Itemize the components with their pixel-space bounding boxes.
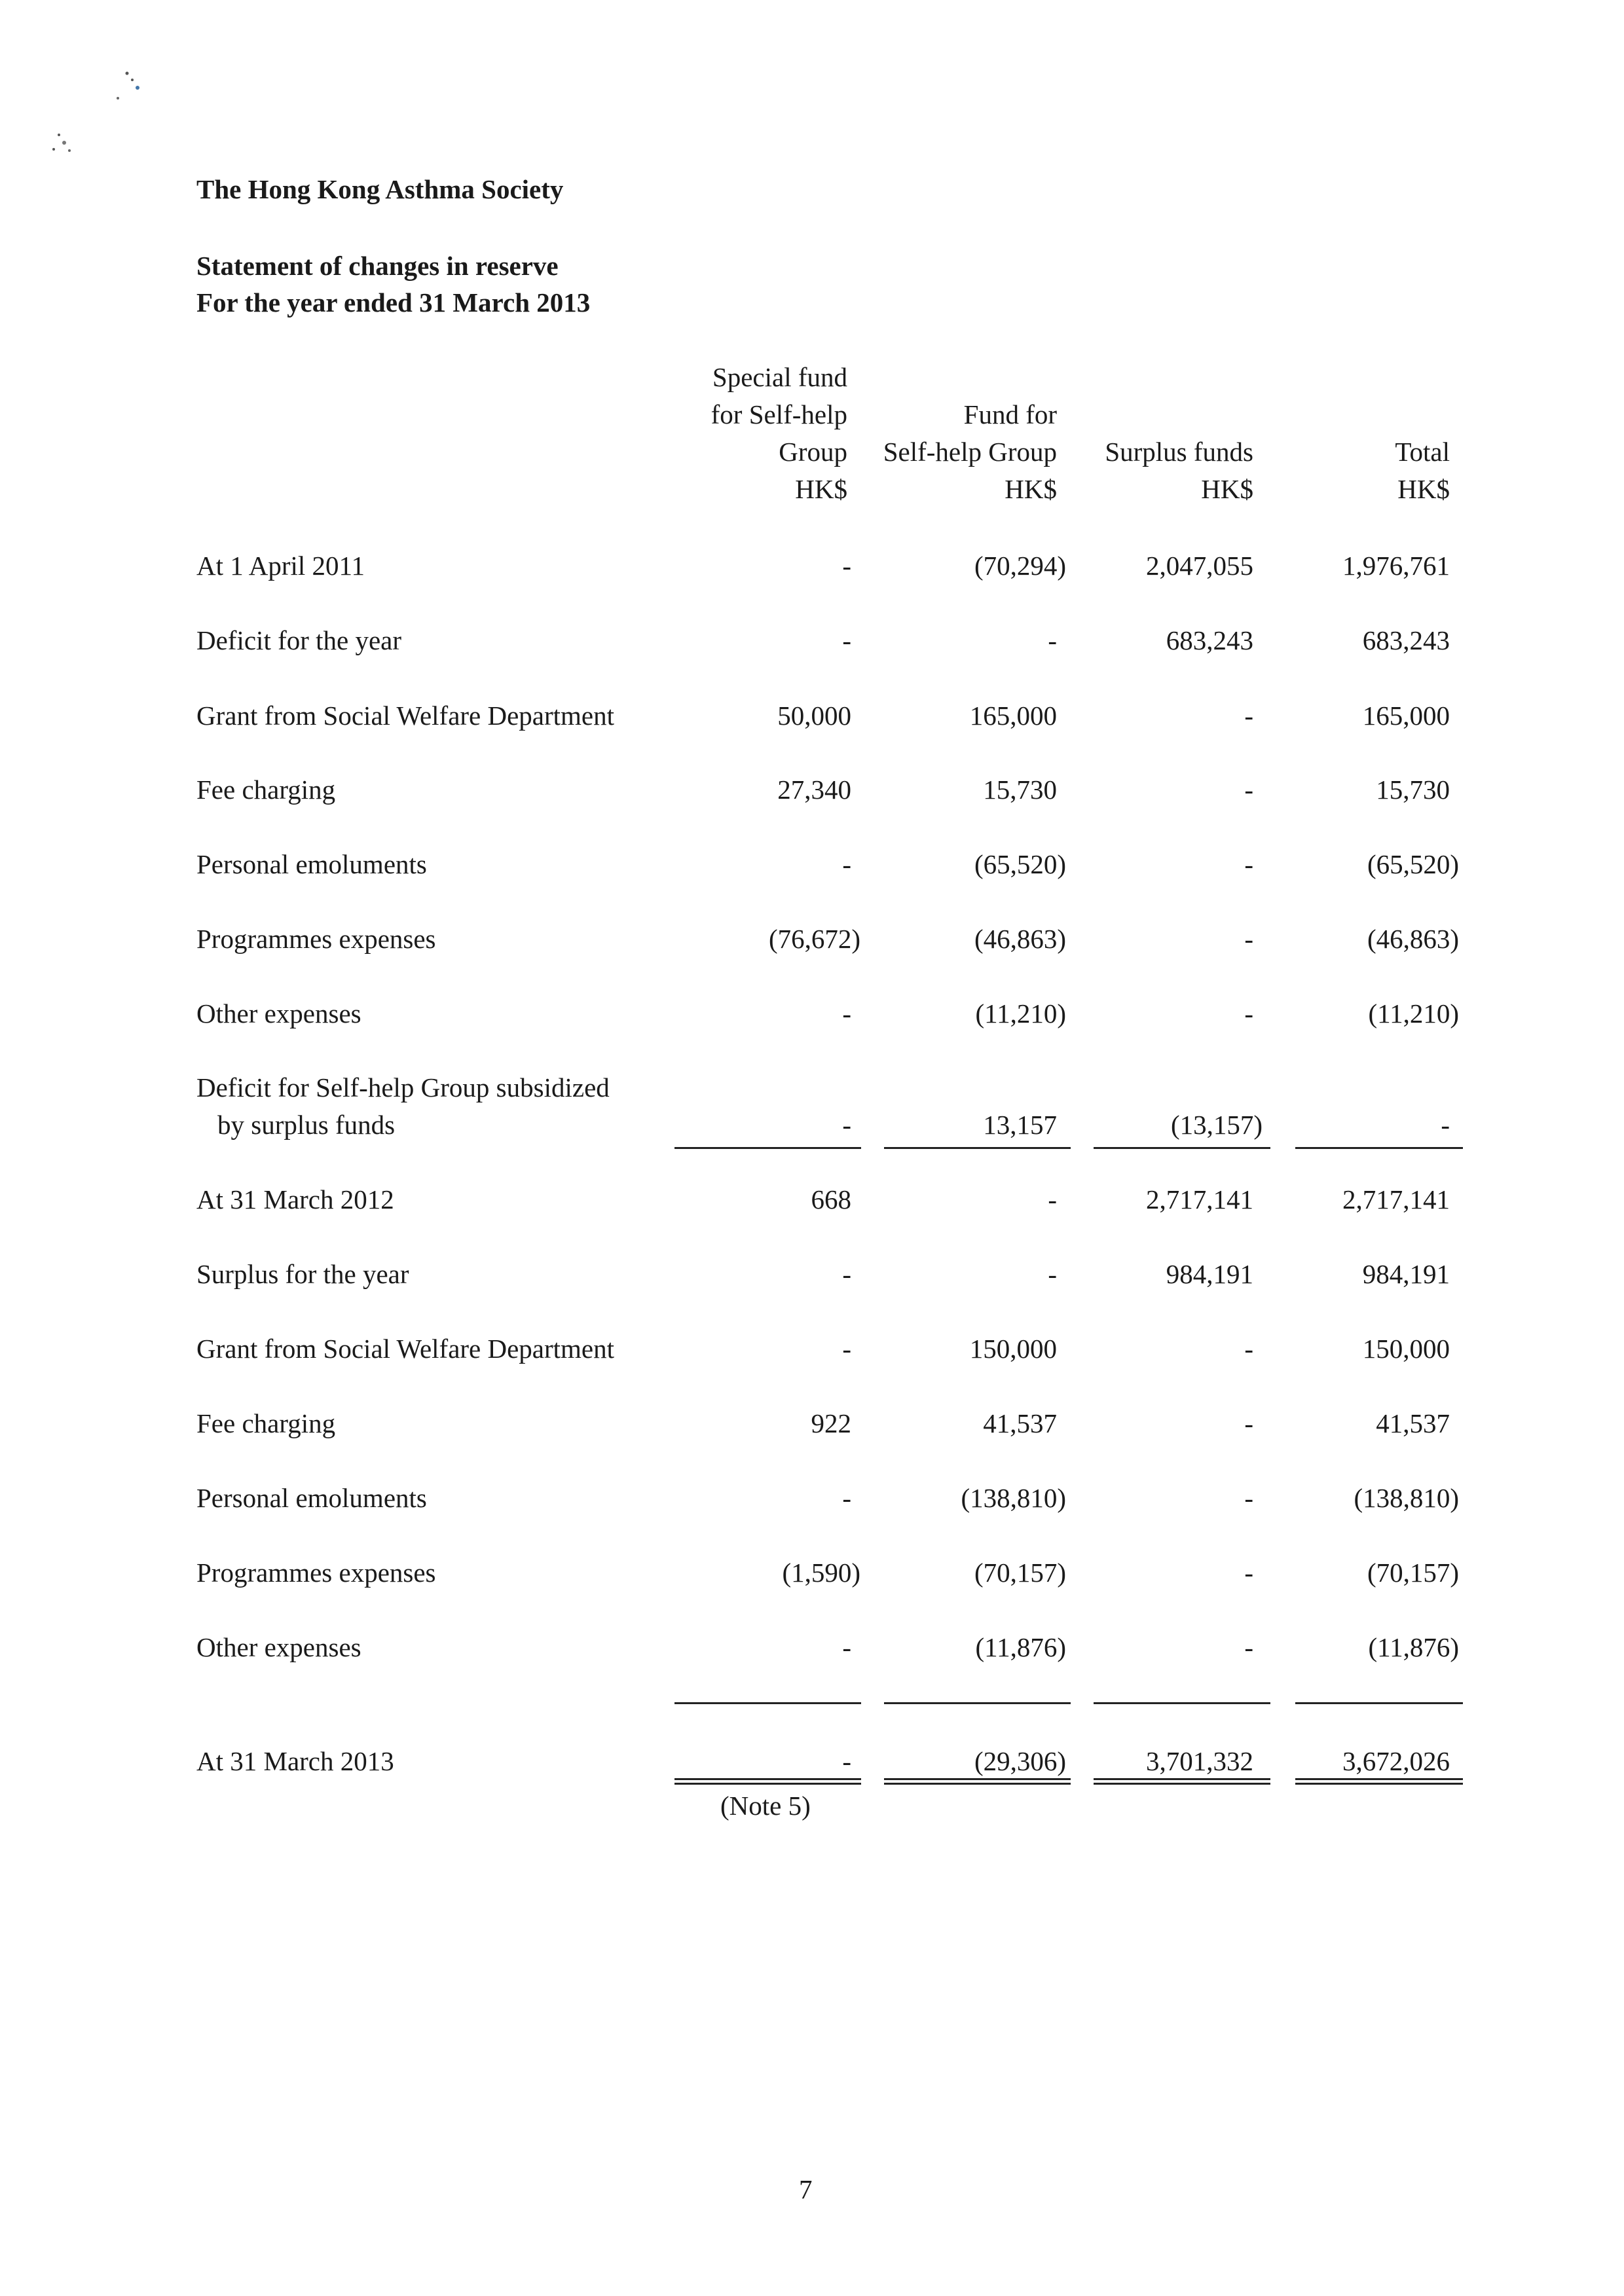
organization-name: The Hong Kong Asthma Society bbox=[196, 174, 564, 204]
subtotal-rule bbox=[674, 1147, 861, 1149]
table-cell: (70,157) bbox=[974, 1558, 1066, 1588]
row-label: Personal emoluments bbox=[196, 1483, 427, 1513]
table-cell: 3,701,332 bbox=[1146, 1746, 1253, 1776]
table-cell: 15,730 bbox=[1376, 774, 1450, 805]
table-cell: (46,863) bbox=[974, 924, 1066, 954]
row-label: Grant from Social Welfare Department bbox=[196, 701, 615, 731]
row-label: Other expenses bbox=[196, 998, 361, 1029]
statement-title: Statement of changes in reserve bbox=[196, 251, 559, 281]
table-cell: 165,000 bbox=[1362, 701, 1450, 731]
row-label: Fee charging bbox=[196, 1408, 336, 1438]
table-cell: 1,976,761 bbox=[1342, 551, 1450, 581]
table-cell: (138,810) bbox=[961, 1483, 1066, 1513]
table-cell: 41,537 bbox=[1376, 1408, 1450, 1438]
closing-double-rule bbox=[674, 1778, 861, 1785]
table-cell: - bbox=[1244, 701, 1253, 731]
total-rule bbox=[884, 1702, 1071, 1704]
subtotal-rule bbox=[1094, 1147, 1270, 1149]
table-cell: 165,000 bbox=[969, 701, 1057, 731]
table-cell: (11,210) bbox=[975, 998, 1066, 1029]
table-cell: (11,876) bbox=[1368, 1632, 1459, 1662]
row-label: Programmes expenses bbox=[196, 1558, 436, 1588]
table-cell: - bbox=[842, 1746, 851, 1776]
closing-double-rule bbox=[1295, 1778, 1463, 1785]
table-cell: - bbox=[1244, 774, 1253, 805]
table-cell: (29,306) bbox=[974, 1746, 1066, 1776]
row-label: Surplus for the year bbox=[196, 1259, 409, 1289]
row-label: At 1 April 2011 bbox=[196, 551, 365, 581]
table-cell: (46,863) bbox=[1367, 924, 1459, 954]
table-cell: 984,191 bbox=[1362, 1259, 1450, 1289]
table-cell: - bbox=[1244, 998, 1253, 1029]
table-cell: 683,243 bbox=[1166, 625, 1253, 655]
table-cell: 3,672,026 bbox=[1342, 1746, 1450, 1776]
table-cell: - bbox=[842, 998, 851, 1029]
table-cell: 668 bbox=[811, 1184, 851, 1214]
closing-double-rule bbox=[1094, 1778, 1270, 1785]
column-header-total: Total HK$ bbox=[1395, 437, 1450, 504]
total-rule bbox=[1295, 1702, 1463, 1704]
row-label: Deficit for the year bbox=[196, 625, 402, 655]
table-cell: 13,157 bbox=[983, 1110, 1057, 1140]
table-cell: - bbox=[842, 1334, 851, 1364]
table-cell: - bbox=[842, 1259, 851, 1289]
table-cell: 683,243 bbox=[1362, 625, 1450, 655]
row-label: Other expenses bbox=[196, 1632, 361, 1662]
table-cell: 150,000 bbox=[1362, 1334, 1450, 1364]
table-cell: (1,590) bbox=[782, 1558, 860, 1588]
table-cell: (65,520) bbox=[1367, 849, 1459, 879]
subtotal-rule bbox=[884, 1147, 1071, 1149]
table-cell: 50,000 bbox=[777, 701, 851, 731]
table-cell: (11,876) bbox=[975, 1632, 1066, 1662]
row-label: Personal emoluments bbox=[196, 849, 427, 879]
column-header-special-fund: Special fund for Self-help Group HK$ bbox=[710, 362, 847, 504]
row-label: Programmes expenses bbox=[196, 924, 436, 954]
statement-period: For the year ended 31 March 2013 bbox=[196, 287, 591, 318]
note-reference: (Note 5) bbox=[720, 1791, 811, 1821]
table-cell: - bbox=[1244, 1632, 1253, 1662]
table-cell: - bbox=[842, 625, 851, 655]
table-cell: (11,210) bbox=[1368, 998, 1459, 1029]
table-cell: (138,810) bbox=[1354, 1483, 1459, 1513]
statement-heading bbox=[196, 247, 590, 321]
table-cell: (13,157) bbox=[1170, 1110, 1263, 1140]
table-cell: 150,000 bbox=[969, 1334, 1057, 1364]
table-cell: 41,537 bbox=[983, 1408, 1057, 1438]
scan-marks bbox=[39, 59, 170, 190]
column-header-fund-self-help: Fund for Self-help Group HK$ bbox=[883, 399, 1057, 504]
table-cell: 27,340 bbox=[777, 774, 851, 805]
table-cell: - bbox=[1048, 1184, 1057, 1214]
row-label: Fee charging bbox=[196, 774, 336, 805]
table-cell: 984,191 bbox=[1166, 1259, 1253, 1289]
table-cell: - bbox=[1244, 1483, 1253, 1513]
column-header-surplus-funds: Surplus funds HK$ bbox=[1105, 437, 1253, 504]
closing-double-rule bbox=[884, 1778, 1071, 1785]
table-cell: - bbox=[1244, 1558, 1253, 1588]
table-cell: - bbox=[1048, 625, 1057, 655]
page-number: 7 bbox=[799, 2174, 813, 2204]
table-cell: - bbox=[842, 551, 851, 581]
table-cell: - bbox=[1441, 1110, 1450, 1140]
table-cell: 2,047,055 bbox=[1146, 551, 1253, 581]
table-cell: - bbox=[1244, 924, 1253, 954]
table-cell: - bbox=[1244, 1334, 1253, 1364]
subtotal-rule bbox=[1295, 1147, 1463, 1149]
row-label: by surplus funds bbox=[217, 1110, 396, 1140]
table-cell: 922 bbox=[811, 1408, 851, 1438]
table-cell: - bbox=[1244, 849, 1253, 879]
row-label: At 31 March 2012 bbox=[196, 1184, 394, 1214]
table-cell: 2,717,141 bbox=[1342, 1184, 1450, 1214]
row-label: Deficit for Self-help Group subsidized bbox=[196, 1072, 610, 1102]
table-cell: (70,294) bbox=[974, 551, 1066, 581]
total-rule bbox=[1094, 1702, 1270, 1704]
table-cell: - bbox=[842, 1483, 851, 1513]
table-cell: - bbox=[842, 849, 851, 879]
table-cell: 15,730 bbox=[983, 774, 1057, 805]
table-cell: - bbox=[1244, 1408, 1253, 1438]
table-cell: (76,672) bbox=[768, 924, 860, 954]
table-cell: 2,717,141 bbox=[1146, 1184, 1253, 1214]
table-cell: (70,157) bbox=[1367, 1558, 1459, 1588]
table-cell: - bbox=[842, 1110, 851, 1140]
table-cell: - bbox=[842, 1632, 851, 1662]
table-cell: - bbox=[1048, 1259, 1057, 1289]
total-rule bbox=[674, 1702, 861, 1704]
row-label: Grant from Social Welfare Department bbox=[196, 1334, 615, 1364]
row-label: At 31 March 2013 bbox=[196, 1746, 394, 1776]
table-cell: (65,520) bbox=[974, 849, 1066, 879]
